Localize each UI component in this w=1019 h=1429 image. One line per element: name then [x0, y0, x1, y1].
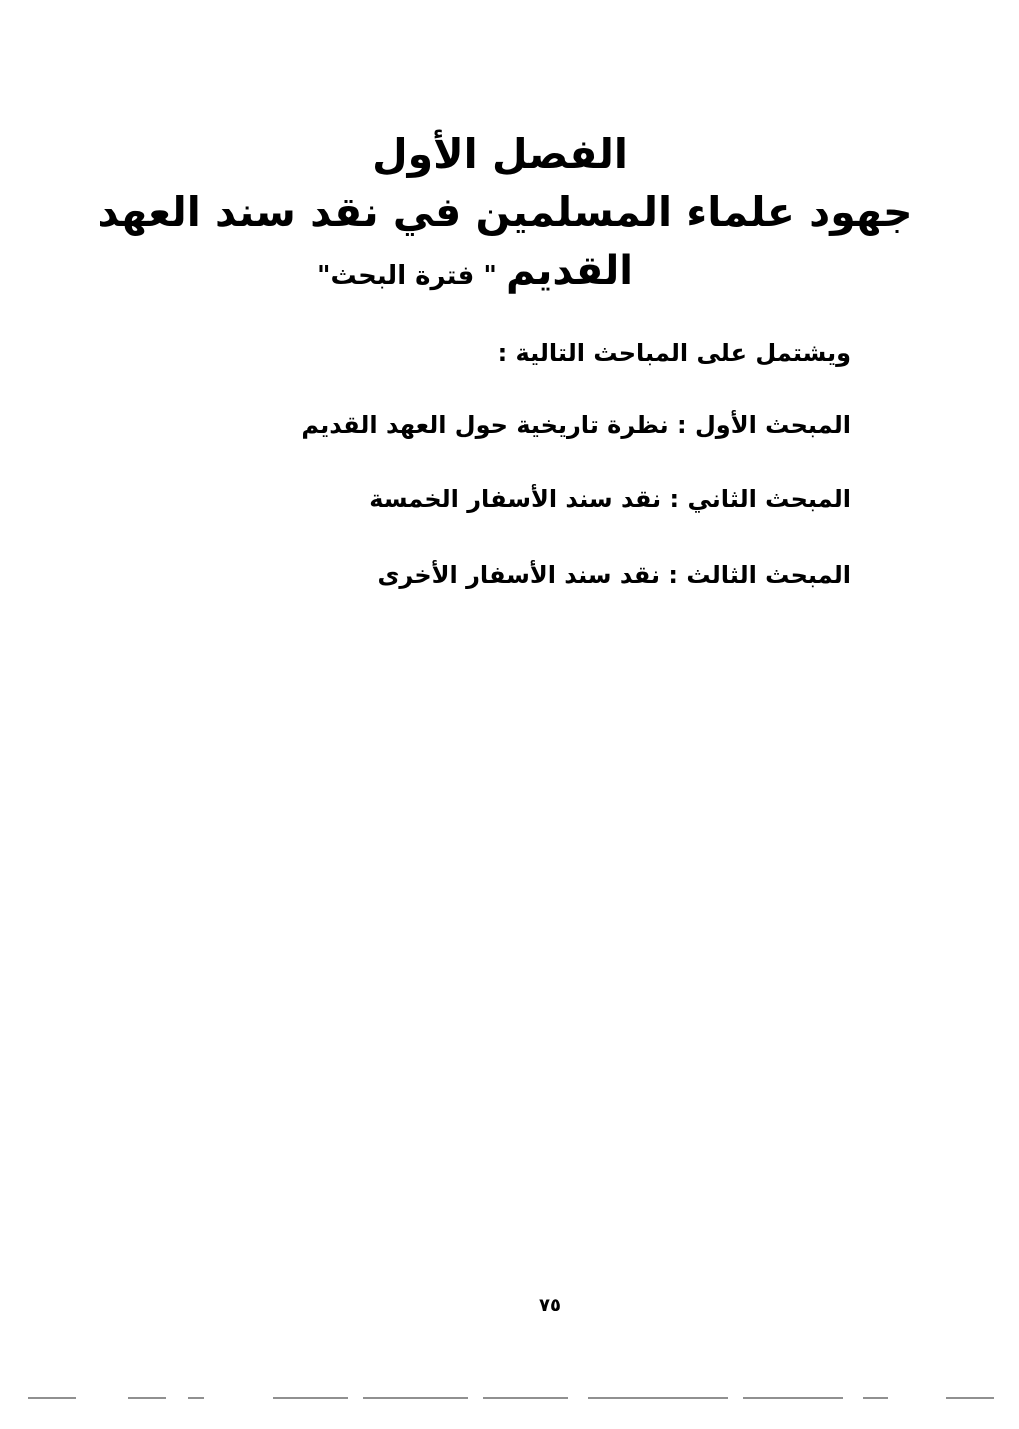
page-number: ٧٥ — [539, 1295, 561, 1316]
topic-item-2: المبحث الثاني : نقد سند الأسفار الخمسة — [369, 485, 851, 513]
contents-intro: ويشتمل على المباحث التالية : — [497, 339, 851, 367]
footer-dashed-rule — [28, 1397, 994, 1399]
topic-item-3: المبحث الثالث : نقد سند الأسفار الأخرى — [377, 561, 851, 589]
footer-rule-graphic — [28, 1397, 994, 1399]
topic-item-1: المبحث الأول : نظرة تاريخية حول العهد القديم — [301, 411, 851, 439]
chapter-number-heading: الفصل الأول — [372, 130, 628, 178]
chapter-title-main-word: القديم — [505, 248, 633, 294]
chapter-title-subtitle: " فترة البحث" — [317, 261, 506, 291]
chapter-title-line-2 — [317, 246, 633, 301]
chapter-title-line-1: جهود علماء المسلمين في نقد سند العهد — [97, 188, 913, 236]
